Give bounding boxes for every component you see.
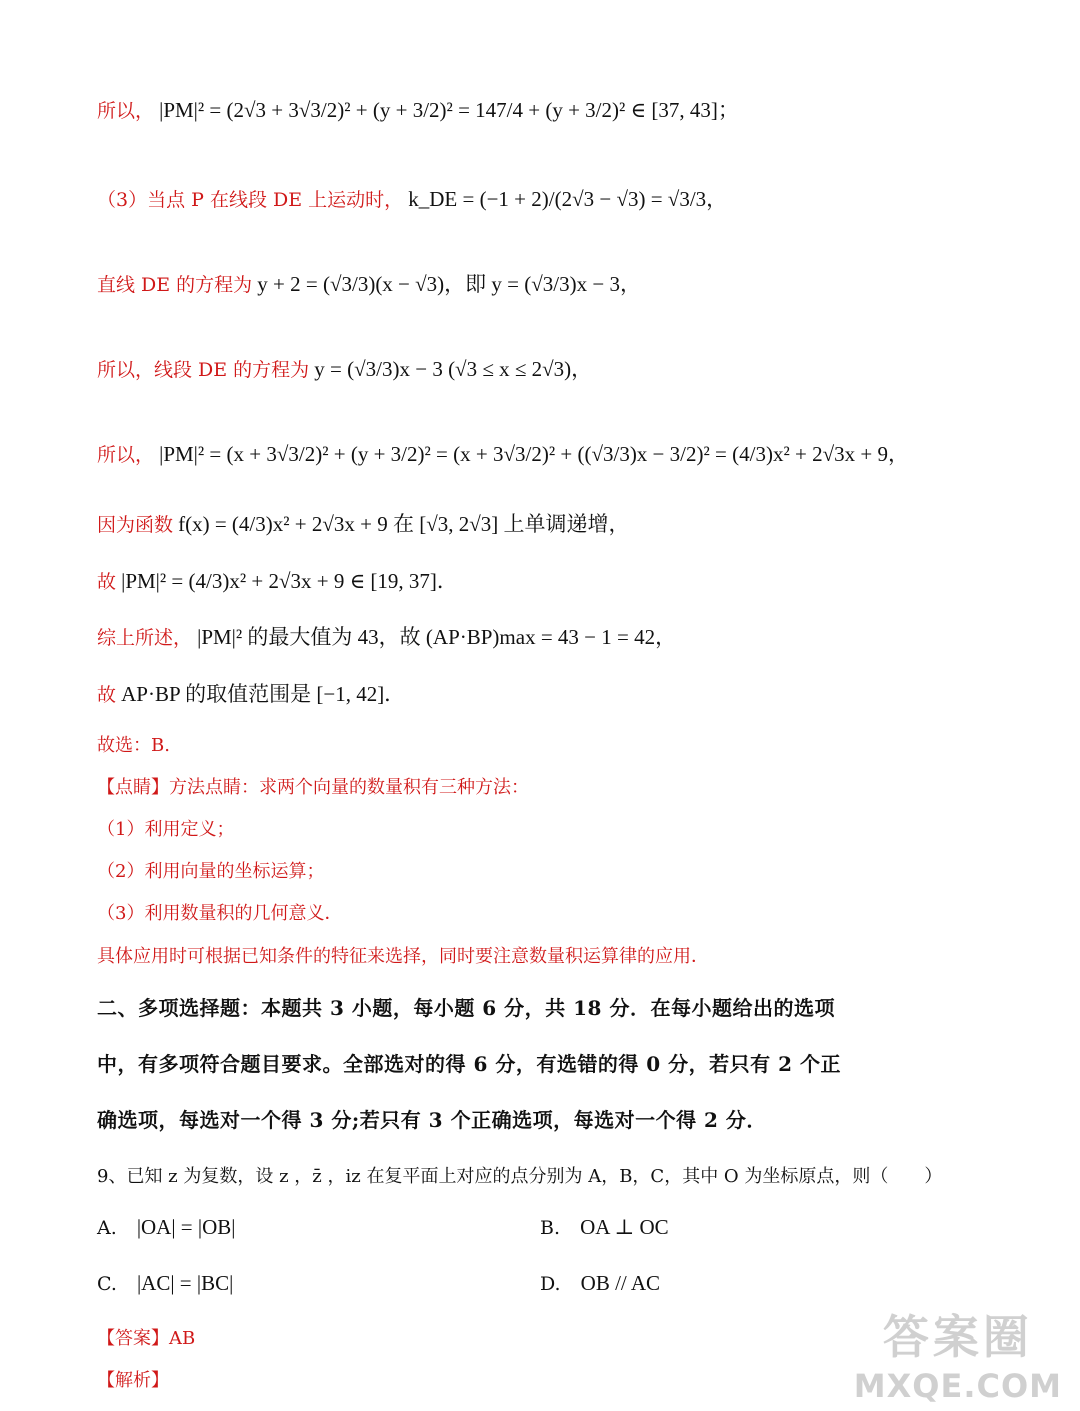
option-a [97,1215,235,1240]
formula: |PM|² = (x + 3√3/2)² + (y + 3/2)² = (x + 3√3/2)² + ((√3/3)x − 3/2)² = (4/3)x² + 2√3x + 9， [159,442,909,466]
solution-line-9 [97,678,405,708]
question-stem: 9、已知 z 为复数，设 z ，z̄ ，iz 在复平面上对应的点分别为 A，B，C，其中 O 为坐标原点，则（ ） [97,1166,943,1187]
formula: k_DE = (−1 + 2)/(2√3 − √3) = √3/3， [408,187,728,211]
option-c-label: C. [97,1273,117,1295]
answer-line: 【答案】AB [97,1328,196,1349]
line-text: 所以，线段 DE 的方程为 [97,359,310,381]
line-text: 故 [97,571,117,593]
line-text: 因为函数 [97,514,174,536]
choice-line: 故选：B. [97,735,170,756]
option-c-formula: |AC| = |BC| [136,1271,234,1295]
solution-line-3 [97,268,641,298]
tip-summary: 具体应用时可根据已知条件的特征来选择，同时要注意数量积运算律的应用． [97,946,709,967]
line-text: 直线 DE 的方程为 [97,274,253,296]
line-text: （3）当点 P 在线段 DE 上运动时， [97,189,404,211]
option-d-label: D. [540,1273,561,1295]
option-b-label: B. [540,1217,561,1239]
formula: |PM|² = (2√3 + 3√3/2)² + (y + 3/2)² = 147/4 + (y + 3/2)² ∈ [37, 43]； [159,98,739,122]
watermark-logo [854,1301,1062,1405]
option-b-formula: OA ⊥ OC [580,1215,669,1239]
line-text: 综上所述， [97,627,193,649]
option-d-formula: OB // AC [580,1271,661,1295]
tip-heading: 【点睛】方法点睛：求两个向量的数量积有三种方法： [97,777,529,798]
formula: AP·BP 的取值范围是 [−1, 42]． [121,682,406,706]
option-b [540,1215,669,1240]
section-heading-line-1: 二、多项选择题：本题共 3 小题，每小题 6 分，共 18 分．在每小题给出的选项 [97,996,835,1020]
formula: |PM|² 的最大值为 43，故 (AP·BP)max = 43 − 1 = 42， [197,625,677,649]
solution-line-5 [97,438,909,468]
option-a-label: A. [97,1217,117,1239]
solution-line-2 [97,183,727,213]
solution-line-7 [97,565,458,595]
solution-line-6 [97,508,630,538]
option-a-formula: |OA| = |OB| [136,1215,236,1239]
formula: y + 2 = (√3/3)(x − √3)，即 y = (√3/3)x − 3， [257,272,641,296]
line-text: 所以， [97,444,155,466]
solution-line-4 [97,353,592,383]
formula: y = (√3/3)x − 3 (√3 ≤ x ≤ 2√3)， [314,357,593,381]
analysis-heading: 【解析】 [97,1370,169,1391]
solution-line-1 [97,94,739,124]
formula: |PM|² = (4/3)x² + 2√3x + 9 ∈ [19, 37]． [121,569,458,593]
solution-line-8 [97,621,676,651]
watermark-brand: 答案圈 [882,1310,1033,1364]
section-heading-line-2: 中，有多项符合题目要求。全部选对的得 6 分，有选错的得 0 分，若只有 2 个正 [97,1052,842,1076]
option-c [97,1271,233,1296]
formula: f(x) = (4/3)x² + 2√3x + 9 在 [√3, 2√3] 上单调递增， [178,512,630,536]
tip-item-3: （3）利用数量积的几何意义． [97,903,343,924]
section-heading-line-3: 确选项，每选对一个得 3 分;若只有 3 个正确选项，每选对一个得 2 分． [97,1108,767,1132]
option-d [540,1271,660,1296]
line-text: 所以， [97,100,155,122]
watermark-site: MXQE.COM [853,1367,1062,1405]
line-text: 故 [97,684,117,706]
tip-item-2: （2）利用向量的坐标运算； [97,861,325,882]
tip-item-1: （1）利用定义； [97,819,235,840]
